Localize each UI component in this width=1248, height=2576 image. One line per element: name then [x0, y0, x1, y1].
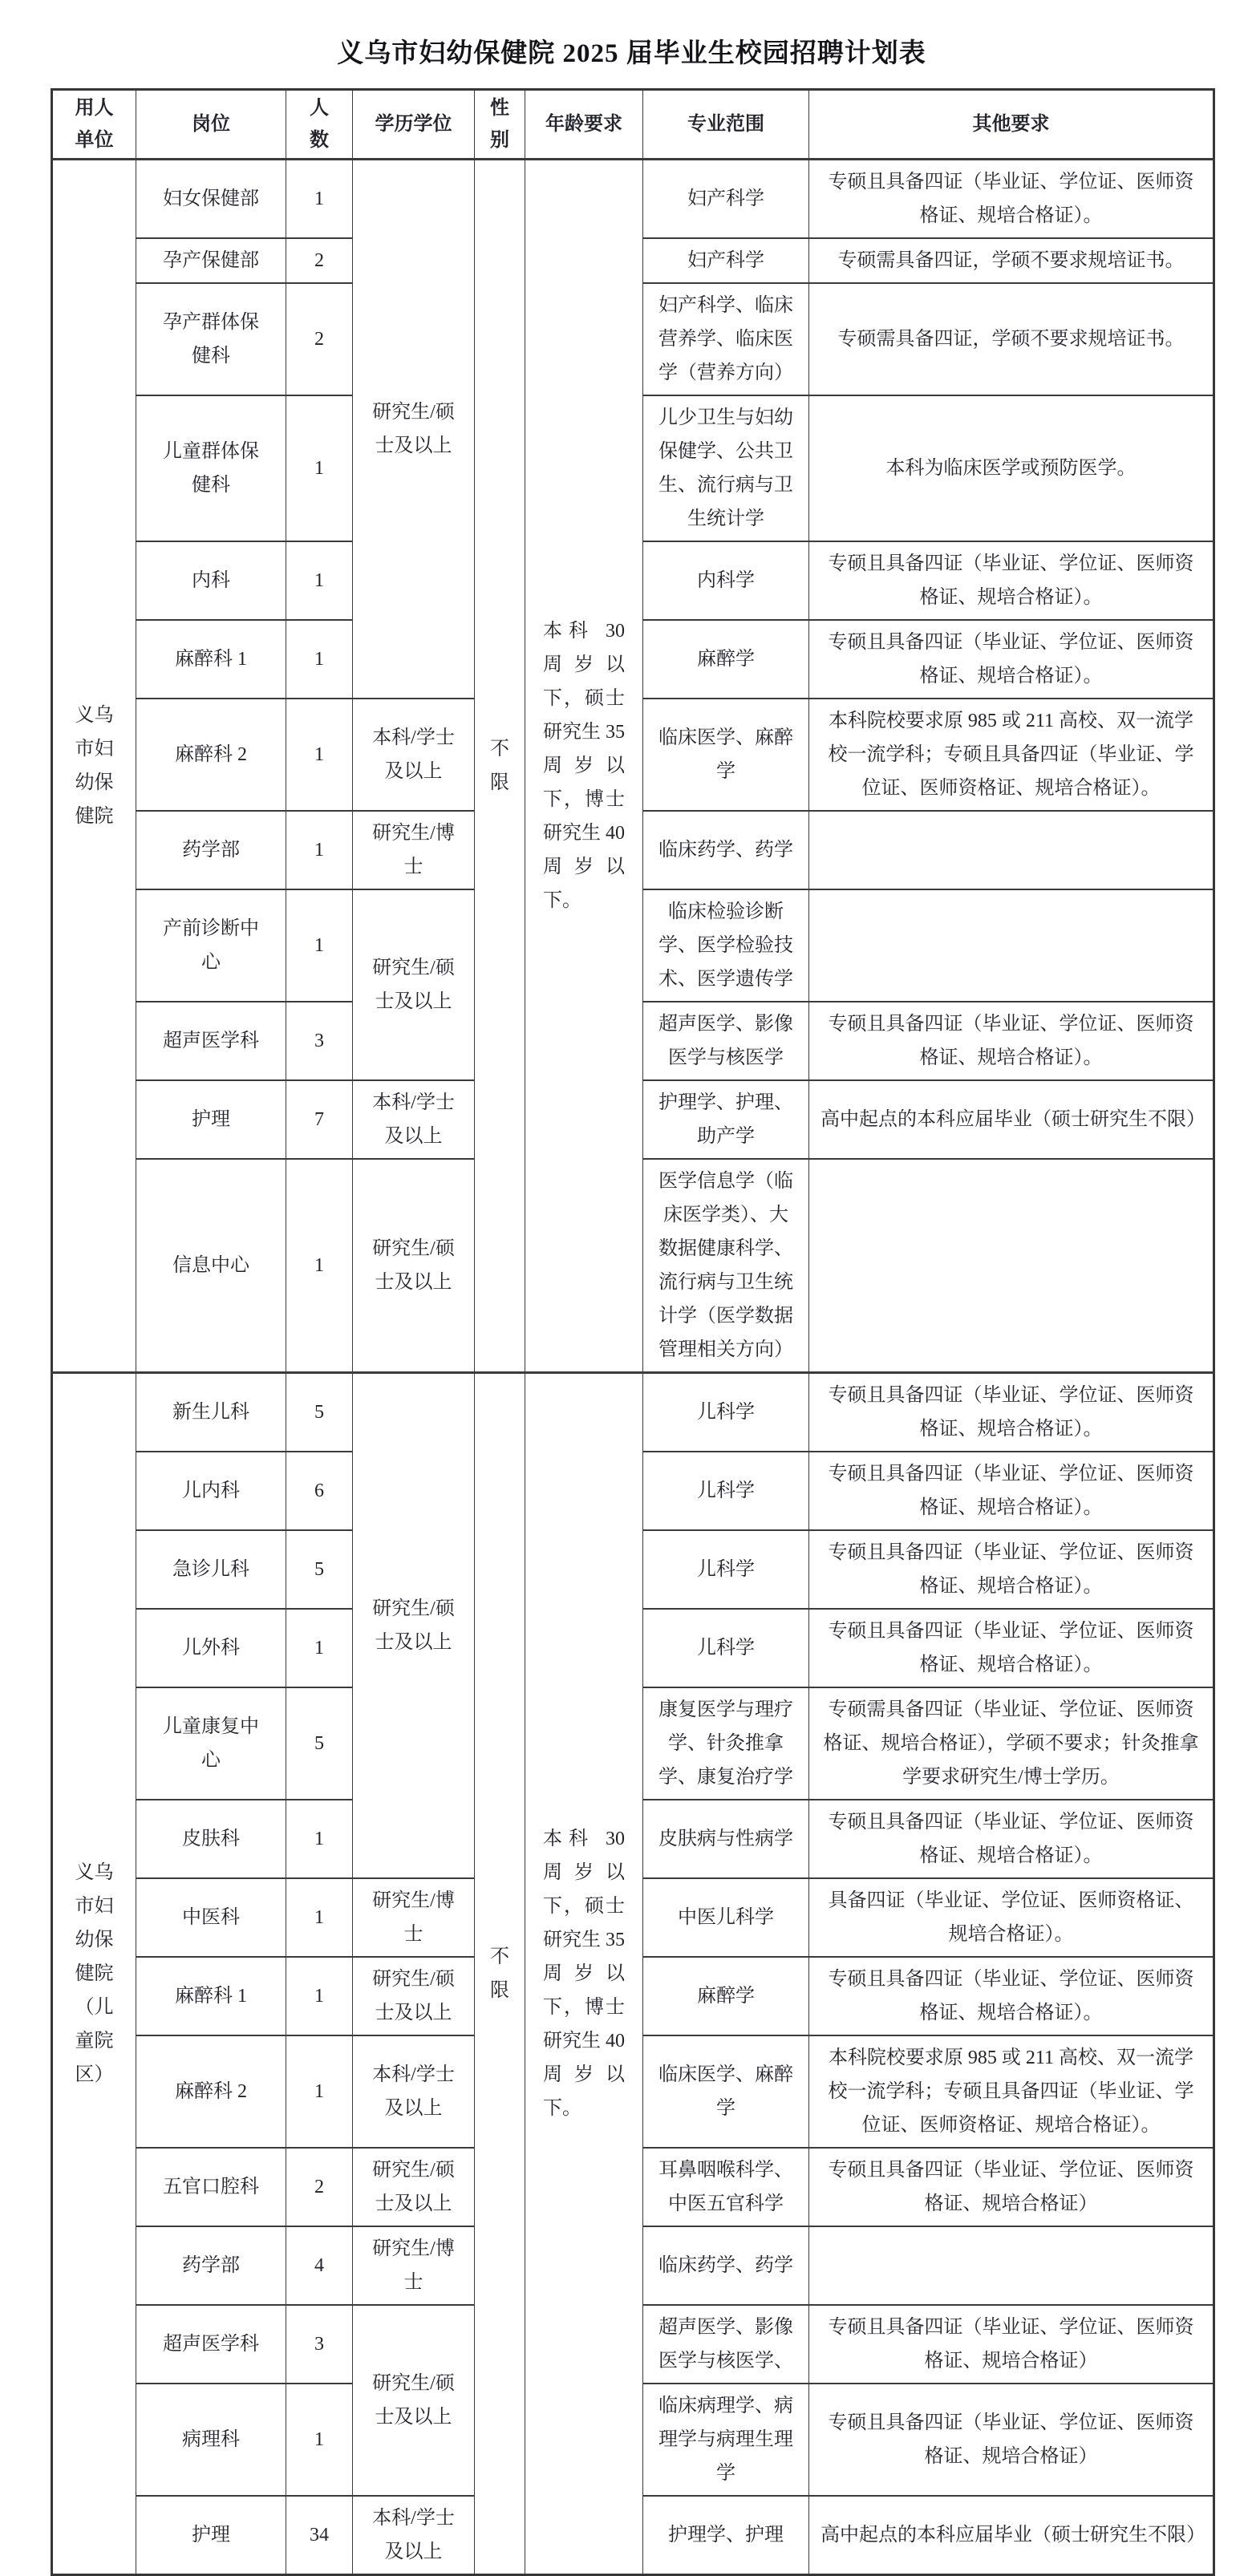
major-scope-cell: 中医儿科学: [643, 1878, 809, 1957]
major-scope-cell: 耳鼻咽喉科学、中医五官科学: [643, 2148, 809, 2226]
post-cell: 皮肤科: [136, 1800, 286, 1878]
major-scope-cell: 医学信息学（临床医学类）、大数据健康科学、流行病与卫生统计学（医学数据管理相关方向）: [643, 1159, 809, 1373]
count-cell: 3: [286, 2305, 353, 2384]
other-requirement-cell: 专硕且具备四证（毕业证、学位证、医师资格证、规培合格证）。: [809, 1957, 1214, 2035]
count-cell: 1: [286, 2035, 353, 2148]
major-scope-cell: 护理学、护理、助产学: [643, 1080, 809, 1159]
education-cell: 研究生/硕士及以上: [353, 889, 475, 1080]
other-requirement-cell: 高中起点的本科应届毕业（硕士研究生不限）: [809, 1080, 1214, 1159]
post-cell: 孕产群体保健科: [136, 283, 286, 395]
other-requirement-cell: 专硕且具备四证（毕业证、学位证、医师资格证、规培合格证）。: [809, 1530, 1214, 1609]
count-cell: 1: [286, 395, 353, 541]
post-cell: 护理: [136, 2496, 286, 2575]
post-cell: 麻醉科 1: [136, 620, 286, 699]
other-requirement-cell: 专硕需具备四证（毕业证、学位证、医师资格证、规培合格证），学硕不要求；针灸推拿学要求研究生/博士学历。: [809, 1687, 1214, 1800]
employer-cell: 义乌市妇幼保健院: [52, 160, 136, 1373]
other-requirement-cell: 专硕且具备四证（毕业证、学位证、医师资格证、规培合格证）。: [809, 1800, 1214, 1878]
other-requirement-cell: 专硕且具备四证（毕业证、学位证、医师资格证、规培合格证）。: [809, 541, 1214, 620]
major-scope-cell: 儿科学: [643, 1452, 809, 1530]
education-cell: 研究生/博士: [353, 2226, 475, 2305]
age-requirement-cell: 本科 30 周岁以下，硕士研究生 35 周岁以下，博士研究生 40 周岁以下。: [525, 160, 643, 1373]
education-cell: 研究生/硕士及以上: [353, 160, 475, 699]
count-cell: 5: [286, 1373, 353, 1452]
education-cell: 研究生/硕士及以上: [353, 2305, 475, 2496]
education-cell: 研究生/硕士及以上: [353, 2148, 475, 2226]
major-scope-cell: 临床病理学、病理学与病理生理学: [643, 2384, 809, 2496]
count-cell: 3: [286, 1002, 353, 1080]
col-header-education: 学历学位: [353, 90, 475, 160]
major-scope-cell: 临床医学、麻醉学: [643, 2035, 809, 2148]
major-scope-cell: 皮肤病与性病学: [643, 1800, 809, 1878]
education-cell: 本科/学士及以上: [353, 2035, 475, 2148]
other-requirement-cell: 本科为临床医学或预防医学。: [809, 395, 1214, 541]
count-cell: 2: [286, 238, 353, 283]
count-cell: 1: [286, 620, 353, 699]
major-scope-cell: 超声医学、影像医学与核医学: [643, 1002, 809, 1080]
employer-section-2: [52, 1373, 1214, 2575]
page-title: 义乌市妇幼保健院 2025 届毕业生校园招聘计划表: [337, 39, 926, 68]
post-cell: 病理科: [136, 2384, 286, 2496]
count-cell: 1: [286, 811, 353, 889]
count-cell: 1: [286, 889, 353, 1002]
major-scope-cell: 儿科学: [643, 1609, 809, 1687]
post-cell: 急诊儿科: [136, 1530, 286, 1609]
other-requirement-cell: 专硕且具备四证（毕业证、学位证、医师资格证、规培合格证）。: [809, 1609, 1214, 1687]
post-cell: 孕产保健部: [136, 238, 286, 283]
age-requirement-cell: 本科 30 周岁以下，硕士研究生 35 周岁以下，博士研究生 40 周岁以下。: [525, 1373, 643, 2575]
other-requirement-cell: [809, 2226, 1214, 2305]
other-requirement-cell: 高中起点的本科应届毕业（硕士研究生不限）: [809, 2496, 1214, 2575]
major-scope-cell: 临床药学、药学: [643, 811, 809, 889]
post-cell: 麻醉科 2: [136, 2035, 286, 2148]
post-cell: 儿内科: [136, 1452, 286, 1530]
count-cell: 1: [286, 1878, 353, 1957]
post-cell: 新生儿科: [136, 1373, 286, 1452]
post-cell: 儿外科: [136, 1609, 286, 1687]
count-cell: 34: [286, 2496, 353, 2575]
major-scope-cell: 临床药学、药学: [643, 2226, 809, 2305]
count-cell: 2: [286, 2148, 353, 2226]
count-cell: 7: [286, 1080, 353, 1159]
education-cell: 本科/学士及以上: [353, 699, 475, 811]
post-cell: 麻醉科 2: [136, 699, 286, 811]
major-scope-cell: 麻醉学: [643, 1957, 809, 2035]
post-cell: 信息中心: [136, 1159, 286, 1373]
post-cell: 中医科: [136, 1878, 286, 1957]
post-cell: 麻醉科 1: [136, 1957, 286, 2035]
major-scope-cell: 儿少卫生与妇幼保健学、公共卫生、流行病与卫生统计学: [643, 395, 809, 541]
employer-cell: 义乌市妇幼保健院（儿童院区）: [52, 1373, 136, 2575]
post-cell: 儿童群体保健科: [136, 395, 286, 541]
count-cell: 4: [286, 2226, 353, 2305]
post-cell: 护理: [136, 1080, 286, 1159]
other-requirement-cell: 专硕且具备四证（毕业证、学位证、医师资格证、规培合格证）。: [809, 1373, 1214, 1452]
other-requirement-cell: 专硕且具备四证（毕业证、学位证、医师资格证、规培合格证）: [809, 2384, 1214, 2496]
other-requirement-cell: 专硕需具备四证，学硕不要求规培证书。: [809, 283, 1214, 395]
other-requirement-cell: [809, 889, 1214, 1002]
education-cell: 研究生/博士: [353, 811, 475, 889]
count-cell: 2: [286, 283, 353, 395]
post-cell: 产前诊断中心: [136, 889, 286, 1002]
count-cell: 1: [286, 1957, 353, 2035]
major-scope-cell: 临床检验诊断学、医学检验技术、医学遗传学: [643, 889, 809, 1002]
count-cell: 1: [286, 2384, 353, 2496]
post-cell: 妇女保健部: [136, 160, 286, 239]
major-scope-cell: 超声医学、影像医学与核医学、: [643, 2305, 809, 2384]
other-requirement-cell: 专硕且具备四证（毕业证、学位证、医师资格证、规培合格证）: [809, 2148, 1214, 2226]
major-scope-cell: 康复医学与理疗学、针灸推拿学、康复治疗学: [643, 1687, 809, 1800]
col-header-gender: 性别: [475, 90, 525, 160]
major-scope-cell: 麻醉学: [643, 620, 809, 699]
major-scope-cell: 妇产科学: [643, 238, 809, 283]
count-cell: 1: [286, 160, 353, 239]
other-requirement-cell: 具备四证（毕业证、学位证、医师资格证、规培合格证）。: [809, 1878, 1214, 1957]
post-cell: 药学部: [136, 2226, 286, 2305]
count-cell: 5: [286, 1687, 353, 1800]
education-cell: 研究生/硕士及以上: [353, 1957, 475, 2035]
gender-cell: 不限: [475, 1373, 525, 2575]
post-cell: 超声医学科: [136, 2305, 286, 2384]
education-cell: 研究生/博士: [353, 1878, 475, 1957]
employer-section-1: [52, 160, 1214, 1373]
major-scope-cell: 临床医学、麻醉学: [643, 699, 809, 811]
post-cell: 内科: [136, 541, 286, 620]
count-cell: 1: [286, 541, 353, 620]
major-scope-cell: 妇产科学: [643, 160, 809, 239]
post-cell: 超声医学科: [136, 1002, 286, 1080]
other-requirement-cell: 本科院校要求原 985 或 211 高校、双一流学校一流学科；专硕且具备四证（毕业证、学位证、医师资格证、规培合格证）。: [809, 2035, 1214, 2148]
other-requirement-cell: [809, 811, 1214, 889]
post-cell: 五官口腔科: [136, 2148, 286, 2226]
header-row: [52, 90, 1214, 160]
count-cell: 6: [286, 1452, 353, 1530]
other-requirement-cell: 本科院校要求原 985 或 211 高校、双一流学校一流学科；专硕且具备四证（毕业证、学位证、医师资格证、规培合格证）。: [809, 699, 1214, 811]
education-cell: 研究生/硕士及以上: [353, 1159, 475, 1373]
other-requirement-cell: 专硕且具备四证（毕业证、学位证、医师资格证、规培合格证）。: [809, 1452, 1214, 1530]
count-cell: 1: [286, 1159, 353, 1373]
other-requirement-cell: 专硕且具备四证（毕业证、学位证、医师资格证、规培合格证）: [809, 2305, 1214, 2384]
other-requirement-cell: 专硕且具备四证（毕业证、学位证、医师资格证、规培合格证）。: [809, 620, 1214, 699]
col-header-other: 其他要求: [809, 90, 1214, 160]
education-cell: 研究生/硕士及以上: [353, 1373, 475, 1879]
other-requirement-cell: 专硕需具备四证，学硕不要求规培证书。: [809, 238, 1214, 283]
other-requirement-cell: [809, 1159, 1214, 1373]
major-scope-cell: 儿科学: [643, 1530, 809, 1609]
col-header-count: 人数: [286, 90, 353, 160]
count-cell: 5: [286, 1530, 353, 1609]
table-row: [52, 160, 1214, 239]
col-header-age: 年龄要求: [525, 90, 643, 160]
major-scope-cell: 内科学: [643, 541, 809, 620]
gender-cell: 不限: [475, 160, 525, 1373]
col-header-major: 专业范围: [643, 90, 809, 160]
post-cell: 药学部: [136, 811, 286, 889]
table-header: [52, 90, 1214, 160]
recruitment-plan-table: [51, 88, 1215, 2576]
education-cell: 本科/学士及以上: [353, 1080, 475, 1159]
other-requirement-cell: 专硕且具备四证（毕业证、学位证、医师资格证、规培合格证）。: [809, 160, 1214, 239]
post-cell: 儿童康复中心: [136, 1687, 286, 1800]
count-cell: 1: [286, 1800, 353, 1878]
major-scope-cell: 护理学、护理: [643, 2496, 809, 2575]
count-cell: 1: [286, 1609, 353, 1687]
col-header-post: 岗位: [136, 90, 286, 160]
major-scope-cell: 儿科学: [643, 1373, 809, 1452]
table-row: [52, 1373, 1214, 1452]
count-cell: 1: [286, 699, 353, 811]
col-header-employer: 用人单位: [52, 90, 136, 160]
major-scope-cell: 妇产科学、临床营养学、临床医学（营养方向）: [643, 283, 809, 395]
education-cell: 本科/学士及以上: [353, 2496, 475, 2575]
other-requirement-cell: 专硕且具备四证（毕业证、学位证、医师资格证、规培合格证）。: [809, 1002, 1214, 1080]
